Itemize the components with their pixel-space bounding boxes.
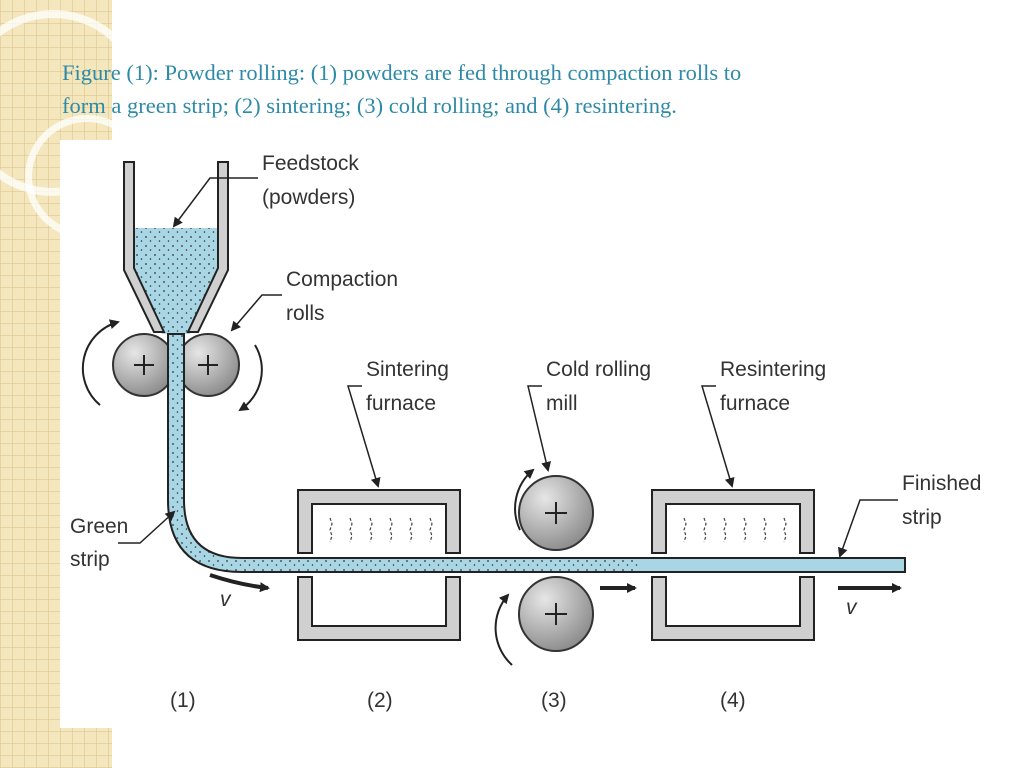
furnace-bottom-half (298, 577, 460, 640)
label-feedstock: (powders) (262, 186, 356, 209)
label-resintering-furnace: Resintering (720, 358, 827, 381)
label-cold-rolling-mill: mill (546, 392, 578, 415)
label-sintering-furnace: Sintering (366, 358, 449, 381)
stage-number-2: (2) (367, 689, 393, 712)
label-compaction-rolls: Compaction (286, 268, 399, 291)
label-green-strip: Green (70, 515, 129, 538)
rotation-arrow-icon (240, 345, 262, 410)
heat-waves (330, 518, 432, 542)
label-feedstock: Feedstock (262, 152, 359, 175)
stage-number-1: (1) (170, 689, 196, 712)
label-finished-strip: strip (902, 506, 942, 529)
finished-strip-segment (640, 559, 904, 571)
furnace-top-half (298, 490, 460, 553)
velocity-arrow-icon (210, 575, 268, 588)
leader-line (528, 386, 548, 470)
feed-hopper (124, 162, 228, 334)
label-cold-rolling-mill: Cold rolling (546, 358, 652, 381)
furnace-bottom-half (652, 577, 814, 640)
caption-line-2: form a green strip; (2) sintering; (3) cold rolling; and (4) resintering. (62, 93, 677, 118)
leader-line (232, 295, 282, 330)
label-finished-strip: Finished (902, 472, 982, 495)
stage-number-4: (4) (720, 689, 746, 712)
rotation-arrow-icon (496, 595, 512, 665)
stage-number-3: (3) (541, 689, 567, 712)
leader-line (840, 500, 898, 556)
furnace-top-half (652, 490, 814, 553)
label-green-strip: strip (70, 548, 110, 571)
caption-line-1: Figure (1): Powder rolling: (1) powders are fed through compaction rolls to (62, 60, 742, 85)
heat-waves (684, 518, 786, 542)
label-resintering-furnace: furnace (720, 392, 791, 415)
label-compaction-rolls: rolls (286, 302, 325, 325)
label-sintering-furnace: furnace (366, 392, 437, 415)
leader-line (174, 178, 258, 226)
velocity-label: v (846, 596, 857, 619)
velocity-label: v (220, 588, 231, 611)
